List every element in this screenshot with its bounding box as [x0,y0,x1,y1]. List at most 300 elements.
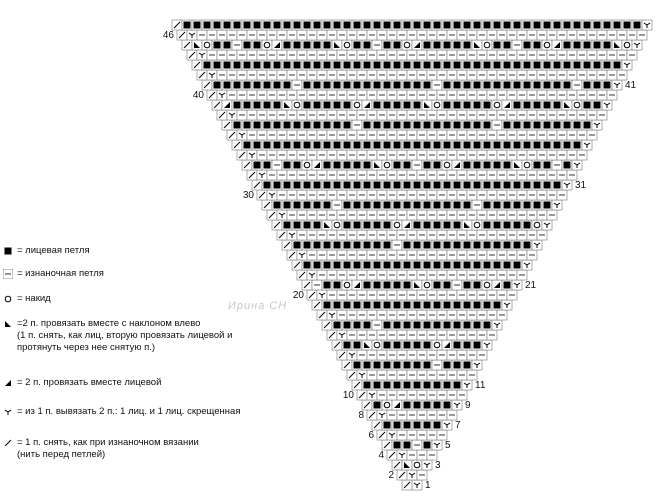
chart-cell [352,60,362,70]
chart-cell [347,350,357,360]
chart-cell [277,70,287,80]
chart-cell [327,310,337,320]
chart-cell [367,50,377,60]
chart-cell [382,240,392,250]
chart-cell [327,90,337,100]
chart-cell [407,210,417,220]
legend-item [3,245,90,257]
chart-cell [347,130,357,140]
chart-cell [542,20,552,30]
chart-cell [532,20,542,30]
chart-cell [412,140,422,150]
chart-cell [397,290,407,300]
chart-cell [272,200,282,210]
chart-cell [287,230,297,240]
chart-cell [477,30,487,40]
chart-cell [367,110,377,120]
chart-cell [407,190,417,200]
chart-cell [277,90,287,100]
chart-cell [282,160,292,170]
chart-cell [427,150,437,160]
chart-cell [322,140,332,150]
chart-cell [567,170,577,180]
chart-cell [397,270,407,280]
chart-cell [567,50,577,60]
chart-cell [272,60,282,70]
chart-cell [497,250,507,260]
chart-cell [492,100,502,110]
chart-cell [362,60,372,70]
chart-cell [257,30,267,40]
chart-cell [472,280,482,290]
chart-cell [417,70,427,80]
chart-cell [507,170,517,180]
chart-cell [467,210,477,220]
chart-cell [432,340,442,350]
chart-cell [417,110,427,120]
chart-cell [282,120,292,130]
chart-cell [297,210,307,220]
chart-cell [442,20,452,30]
chart-cell [402,380,412,390]
chart-cell [397,330,407,340]
chart-cell [347,30,357,40]
chart-cell [172,20,182,30]
chart-cell [192,20,202,30]
chart-cell [427,330,437,340]
chart-cell [367,230,377,240]
chart-cell [452,140,462,150]
chart-cell [392,80,402,90]
chart-cell [247,50,257,60]
chart-cell [577,50,587,60]
chart-cell [562,120,572,130]
chart-cell [437,390,447,400]
chart-cell [402,360,412,370]
chart-cell [407,110,417,120]
chart-cell [532,200,542,210]
chart-cell [217,50,227,60]
legend-text: = лицевая петля [17,245,90,256]
chart-cell [237,110,247,120]
chart-cell [432,320,442,330]
purl-icon [3,269,13,279]
chart-cell [467,330,477,340]
chart-cell [552,80,562,90]
chart-cell [497,30,507,40]
chart-cell [252,80,262,90]
chart-cell [452,400,462,410]
chart-cell [317,310,327,320]
chart-cell [392,240,402,250]
chart-cell [447,370,457,380]
chart-cell [297,90,307,100]
chart-cell [547,50,557,60]
chart-cell [407,30,417,40]
chart-cell [492,320,502,330]
chart-cell [382,80,392,90]
chart-cell [607,90,617,100]
chart-cell [467,290,477,300]
chart-cell [312,220,322,230]
chart-cell [427,350,437,360]
chart-cell [322,200,332,210]
chart-cell [537,170,547,180]
chart-cell [317,270,327,280]
chart-cell [582,120,592,130]
chart-cell [557,90,567,100]
chart-cell [282,140,292,150]
chart-cell [542,220,552,230]
chart-cell [377,150,387,160]
chart-cell [292,240,302,250]
chart-cell [332,200,342,210]
chart-cell [387,330,397,340]
chart-cell [472,360,482,370]
chart-cell [277,170,287,180]
chart-cell [267,130,277,140]
chart-cell [357,370,367,380]
chart-cell [502,60,512,70]
chart-cell [212,60,222,70]
chart-cell [232,100,242,110]
chart-cell [282,100,292,110]
chart-cell [387,170,397,180]
chart-cell [362,180,372,190]
chart-cell [312,140,322,150]
chart-cell [552,160,562,170]
chart-cell [572,40,582,50]
chart-cell [507,130,517,140]
chart-cell [572,100,582,110]
chart-cell [407,130,417,140]
chart-cell [187,30,197,40]
chart-cell [462,220,472,230]
chart-cell [292,80,302,90]
chart-cell [392,460,402,470]
chart-cell [382,140,392,150]
chart-cell [612,80,622,90]
chart-cell [537,210,547,220]
chart-cell [412,400,422,410]
chart-cell [202,60,212,70]
chart-cell [402,240,412,250]
chart-cell [457,130,467,140]
chart-cell [332,40,342,50]
chart-cell [572,20,582,30]
chart-cell [332,140,342,150]
chart-cell [547,110,557,120]
watermark: Ирина СН [228,300,288,312]
chart-cell [287,170,297,180]
chart-cell [422,40,432,50]
chart-cell [437,190,447,200]
chart-cell [352,260,362,270]
chart-cell [487,110,497,120]
chart-cell [372,240,382,250]
chart-cell [257,190,267,200]
chart-cell [312,300,322,310]
chart-cell [622,40,632,50]
chart-cell [332,20,342,30]
chart-cell [297,190,307,200]
chart-cell [372,20,382,30]
chart-cell [262,60,272,70]
chart-cell [317,70,327,80]
chart-cell [342,340,352,350]
chart-cells [172,20,652,490]
chart-cell [492,60,502,70]
chart-cell [182,40,192,50]
chart-cell [412,480,422,490]
chart-cell [387,210,397,220]
chart-cell [487,190,497,200]
chart-cell [407,290,417,300]
chart-cell [257,150,267,160]
chart-cell [262,80,272,90]
chart-cell [327,50,337,60]
chart-cell [432,380,442,390]
chart-cell [212,40,222,50]
chart-cell [232,40,242,50]
chart-cell [382,220,392,230]
chart-cell [267,110,277,120]
legend-item [3,268,104,280]
chart-cell [222,80,232,90]
chart-cell [457,250,467,260]
chart-cell [327,30,337,40]
chart-cell [332,60,342,70]
chart-cell [437,310,447,320]
chart-cell [287,130,297,140]
chart-cell [387,370,397,380]
chart-cell [372,180,382,190]
chart-cell [427,230,437,240]
chart-cell [377,130,387,140]
chart-cell [342,60,352,70]
chart-cell [352,300,362,310]
chart-cell [282,200,292,210]
chart-cell [377,430,387,440]
chart-cell [512,280,522,290]
chart-cell [587,110,597,120]
chart-cell [532,240,542,250]
increase-icon [3,407,13,417]
chart-cell [552,140,562,150]
chart-cell [397,210,407,220]
chart-cell [522,60,532,70]
row-number-right: 41 [625,80,637,91]
chart-cell [432,300,442,310]
chart-cell [482,280,492,290]
chart-cell [487,50,497,60]
chart-cell [447,110,457,120]
chart-cell [432,240,442,250]
chart-cell [522,20,532,30]
chart-cell [337,170,347,180]
chart-cell [527,250,537,260]
chart-cell [562,60,572,70]
chart-cell [482,240,492,250]
chart-cell [462,300,472,310]
chart-cell [402,420,412,430]
row-number-right: 31 [575,180,587,191]
chart-cell [402,100,412,110]
chart-cell [472,20,482,30]
chart-cell [542,180,552,190]
chart-cell [322,280,332,290]
chart-cell [342,360,352,370]
chart-cell [237,30,247,40]
chart-cell [412,220,422,230]
chart-cell [622,60,632,70]
chart-cell [557,110,567,120]
chart-cell [477,190,487,200]
chart-cell [482,20,492,30]
chart-cell [517,130,527,140]
chart-cell [212,80,222,90]
chart-cell [312,260,322,270]
chart-cell [312,100,322,110]
chart-cell [397,390,407,400]
chart-cell [287,210,297,220]
chart-cell [367,350,377,360]
chart-cell [502,180,512,190]
chart-cell [502,100,512,110]
legend-text: = накид [17,293,51,304]
chart-cell [372,260,382,270]
chart-cell [447,410,457,420]
chart-cell [537,190,547,200]
chart-cell [417,330,427,340]
chart-cell [382,320,392,330]
chart-cell [242,120,252,130]
chart-cell [332,340,342,350]
chart-cell [472,160,482,170]
chart-cell [347,250,357,260]
chart-cell [517,210,527,220]
chart-cell [567,70,577,80]
chart-cell [472,80,482,90]
chart-cell [542,200,552,210]
chart-cell [387,390,397,400]
chart-cell [602,20,612,30]
chart-cell [327,250,337,260]
chart-cell [402,40,412,50]
chart-cell [302,200,312,210]
chart-cell [492,40,502,50]
chart-cell [342,40,352,50]
chart-cell [567,110,577,120]
chart-cell [437,250,447,260]
chart-cell [337,130,347,140]
chart-cell [342,280,352,290]
chart-cell [442,320,452,330]
chart-cell [362,140,372,150]
chart-cell [447,350,457,360]
chart-cell [527,50,537,60]
chart-cell [602,40,612,50]
chart-cell [592,100,602,110]
chart-cell [432,180,442,190]
chart-cell [517,110,527,120]
chart-cell [332,180,342,190]
chart-cell [302,120,312,130]
chart-cell [607,30,617,40]
chart-cell [552,60,562,70]
chart-cell [507,90,517,100]
chart-cell [442,220,452,230]
chart-cell [467,50,477,60]
chart-cell [357,330,367,340]
chart-cell [422,440,432,450]
chart-cell [377,70,387,80]
chart-cell [447,170,457,180]
chart-cell [297,230,307,240]
chart-cell [307,110,317,120]
chart-cell [532,100,542,110]
chart-cell [287,250,297,260]
chart-cell [377,350,387,360]
chart-cell [642,20,652,30]
chart-cell [477,70,487,80]
chart-cell [492,220,502,230]
chart-cell [487,90,497,100]
chart-cell [417,470,427,480]
chart-cell [412,260,422,270]
chart-cell [597,110,607,120]
chart-cell [357,130,367,140]
chart-cell [202,20,212,30]
chart-cell [417,170,427,180]
chart-cell [402,180,412,190]
chart-cell [457,110,467,120]
chart-cell [287,70,297,80]
chart-cell [462,120,472,130]
chart-cell [357,250,367,260]
chart-cell [352,140,362,150]
chart-cell [387,30,397,40]
chart-cell [397,30,407,40]
chart-cell [357,210,367,220]
chart-cell [562,100,572,110]
chart-cell [332,220,342,230]
chart-cell [387,290,397,300]
chart-cell [502,120,512,130]
chart-cell [417,130,427,140]
chart-cell [257,170,267,180]
chart-cell [342,140,352,150]
chart-cell [207,50,217,60]
chart-cell [262,20,272,30]
chart-cell [497,310,507,320]
chart-cell [392,320,402,330]
chart-cell [557,130,567,140]
chart-cell [277,30,287,40]
chart-cell [502,300,512,310]
chart-cell [522,180,532,190]
chart-cell [512,180,522,190]
chart-cell [592,120,602,130]
chart-cell [402,220,412,230]
chart-cell [517,170,527,180]
chart-cell [257,70,267,80]
chart-cell [447,130,457,140]
chart-cell [392,360,402,370]
chart-cell [362,100,372,110]
row-number-right: 7 [455,420,461,431]
chart-cell [462,340,472,350]
